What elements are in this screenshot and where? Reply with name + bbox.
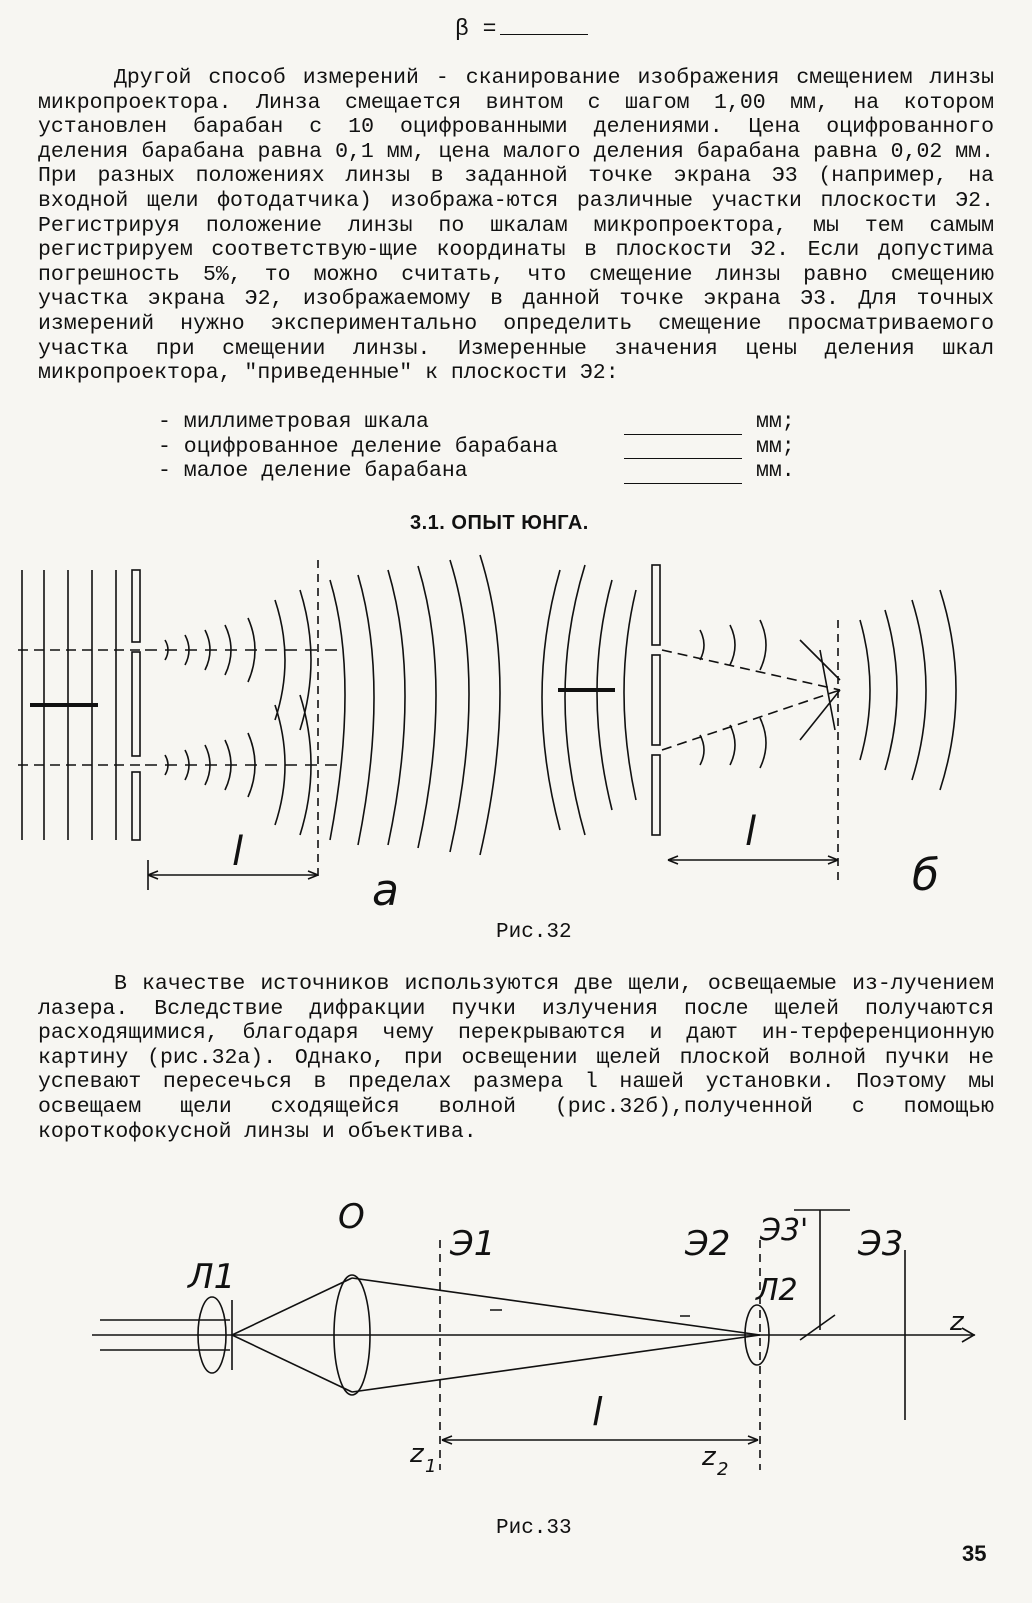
fig32-label-a: а <box>372 865 399 916</box>
fig33-label-o: О <box>338 1197 365 1237</box>
fig33-label-e2: Э2 <box>685 1224 731 1264</box>
fig33-label-z2: z <box>702 1442 716 1472</box>
fig32-length-label-a: l <box>232 829 244 875</box>
scale-unit: мм; <box>756 410 795 434</box>
scale-label: - миллиметровая шкала <box>158 410 429 434</box>
fig33-label-e3prime: Э3' <box>760 1213 809 1248</box>
fig32-label-b: б <box>912 850 940 901</box>
fig33-label-z1: z <box>410 1439 424 1469</box>
fig33-label-l1: Л1 <box>188 1257 236 1297</box>
fig33-label-l2: Л2 <box>756 1273 798 1308</box>
fig33-label-e3: Э3 <box>858 1224 904 1264</box>
scale-unit: мм; <box>756 434 795 459</box>
figure-33-caption: Рис.33 <box>496 1517 572 1540</box>
scale-label: - оцифрованное деление барабана <box>158 434 558 459</box>
fig33-label-z: z <box>950 1307 964 1337</box>
fig33-label-z2-sub: 2 <box>717 1459 729 1480</box>
section-title: 3.1. ОПЫТ ЮНГА. <box>410 512 589 534</box>
paragraph-scanning-text: Другой способ измерений - сканирование изображения смещением линзы микропроектора. Линза смещается винтом с шагом 1,00 мм, на котором установлен барабан с 10 оцифрованными делениями. Цена оцифрованного деления барабана равна 0,1 мм, цена малого деления барабана равна 0,02 мм. При разных положениях линзы в заданной точке экрана Э3 (например, на входной щели фотодатчика) изобража-ются различные участки плоскости Э2. Регистрируя положение линзы по шкалам микропроектора, мы тем самым регистрируем соответствую-щие координаты в плоскости Э2. Если допустима погрешность 5%, то можно считать, что смещение линзы равно смещению участка экрана Э2, изображаемому в данной точке экрана Э3. Для точных измерений нужно экспериментально определить смещение просматриваемого участка при смещении линзы. Измеренные значения цены деления шкал микропроектора, "приведенные" к плоскости Э2: <box>38 66 994 386</box>
page-number: 35 <box>962 1541 987 1566</box>
fig33-label-l: l <box>592 1390 603 1434</box>
fig33-label-e1: Э1 <box>450 1224 496 1264</box>
beta-label: β = <box>455 16 497 42</box>
figure-32-caption: Рис.32 <box>496 921 572 944</box>
paragraph-young-text: В качестве источников используются две щели, освещаемые из-лучением лазера. Вследствие дифракции пучки излучения после щелей получаются расходящимися, благодаря чему перекрываются и дают ин-терференционную картину (рис.32а). Однако, при освещении щелей плоской волной пучки не успевают пересечься в пределах размера l нашей установки. Поэтому мы освещаем щели сходящейся волной (рис.32б),полученной с помощью короткофокусной линзы и объектива. <box>38 972 994 1144</box>
fig32-length-label-b: l <box>745 809 757 855</box>
fig33-label-z1-sub: 1 <box>425 1456 437 1477</box>
scale-unit: мм. <box>756 459 795 484</box>
scale-label: - малое деление барабана <box>158 459 468 484</box>
